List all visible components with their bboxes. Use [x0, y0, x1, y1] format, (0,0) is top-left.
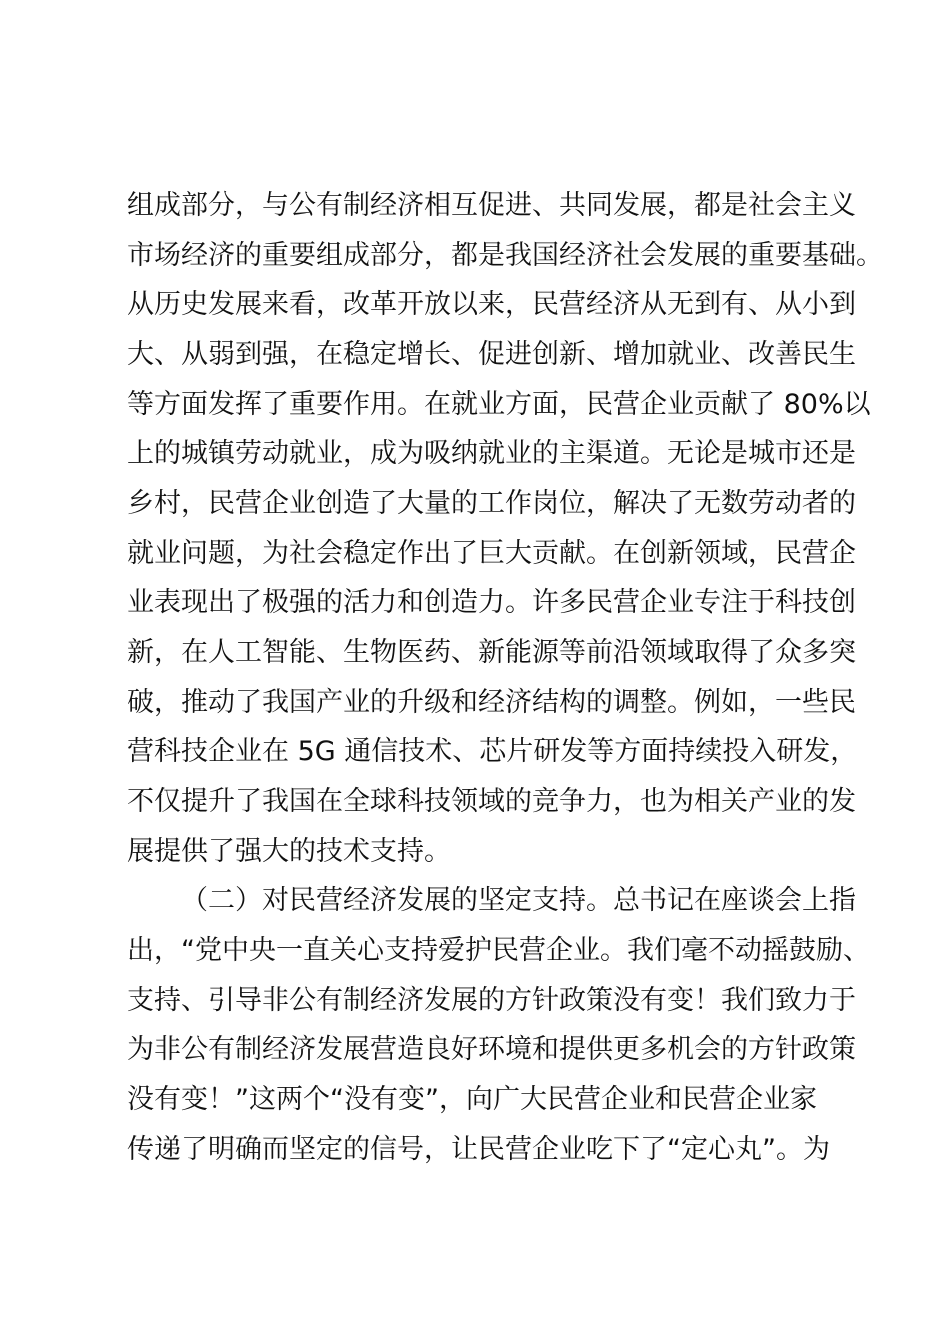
paragraph-line: 乡村，民营企业创造了大量的工作岗位，解决了无数劳动者的 — [127, 488, 856, 519]
paragraph-line: 市场经济的重要组成部分，都是我国经济社会发展的重要基础。 — [127, 240, 883, 271]
paragraph-line: 没有变！”这两个“没有变”，向广大民营企业和民营企业家 — [127, 1084, 817, 1115]
paragraph-line: 组成部分，与公有制经济相互促进、共同发展，都是社会主义 — [127, 190, 856, 221]
paragraph-line: 等方面发挥了重要作用。在就业方面，民营企业贡献了 80%以 — [127, 389, 871, 420]
paragraph-line: 新，在人工智能、生物医药、新能源等前沿领域取得了众多突 — [127, 637, 856, 668]
paragraph-line: 不仅提升了我国在全球科技领域的竞争力，也为相关产业的发 — [127, 786, 856, 817]
paragraph-line: 为非公有制经济发展营造良好环境和提供更多机会的方针政策 — [127, 1034, 856, 1065]
paragraph-line: 就业问题，为社会稳定作出了巨大贡献。在创新领域，民营企 — [127, 538, 856, 569]
paragraph-line: 业表现出了极强的活力和创造力。许多民营企业专注于科技创 — [127, 587, 856, 618]
paragraph-line: 上的城镇劳动就业，成为吸纳就业的主渠道。无论是城市还是 — [127, 438, 856, 469]
paragraph-line: 出，“党中央一直关心支持爱护民营企业。我们毫不动摇鼓励、 — [127, 935, 870, 966]
section-heading-line: （二）对民营经济发展的坚定支持。总书记在座谈会上指 — [181, 885, 856, 916]
paragraph-line: 展提供了强大的技术支持。 — [127, 836, 451, 867]
paragraph-line: 传递了明确而坚定的信号，让民营企业吃下了“定心丸”。为 — [127, 1134, 830, 1165]
paragraph-line: 营科技企业在 5G 通信技术、芯片研发等方面持续投入研发， — [127, 736, 858, 767]
paragraph-line: 支持、引导非公有制经济发展的方针政策没有变！我们致力于 — [127, 985, 856, 1016]
paragraph-line: 从历史发展来看，改革开放以来，民营经济从无到有、从小到 — [127, 289, 856, 320]
paragraph-line: 大、从弱到强，在稳定增长、促进创新、增加就业、改善民生 — [127, 339, 856, 370]
paragraph-line: 破，推动了我国产业的升级和经济结构的调整。例如，一些民 — [127, 687, 856, 718]
